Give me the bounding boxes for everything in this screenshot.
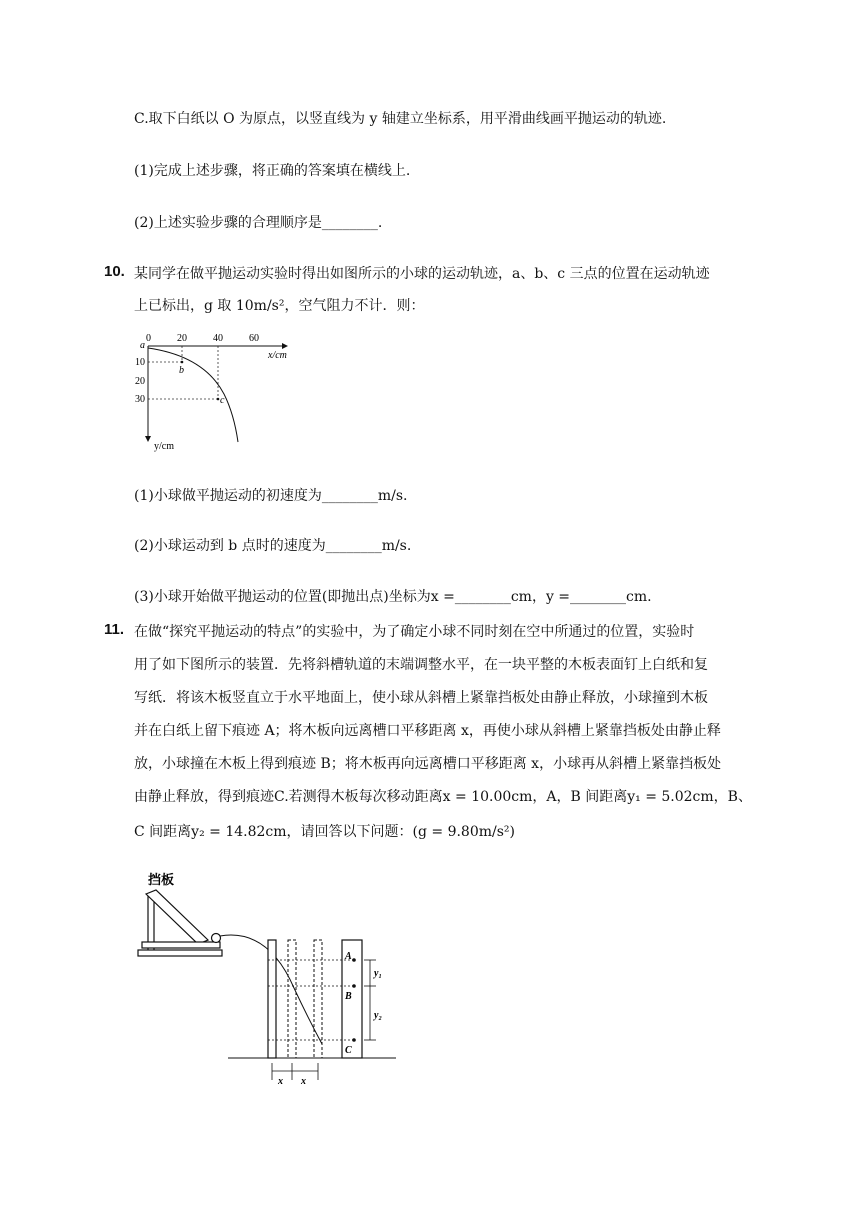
q11-apparatus-figure [128,868,398,1090]
q11-label-A: A [345,951,352,962]
q10-sub1: (1)小球做平抛运动的初速度为________m/s. [134,488,408,504]
q11-label-B: B [345,991,352,1002]
q11-label-y1: y₁ [374,968,382,979]
q10-stem-line2: 上已标出，g 取 10m/s²，空气阻力不计．则： [134,298,425,314]
q10-point-b [181,361,184,364]
q10-x-axis-label: x/cm [268,350,287,361]
q11-line-7: C 间距离y₂ = 14.82cm，请回答以下问题：(g = 9.80m/s²) [134,824,515,840]
q11-mark-B [352,984,356,988]
q11-mark-A [352,958,356,962]
q10-y-tick-20: 20 [135,376,145,387]
q11-incline-chute [146,890,208,944]
q10-label-b: b [179,365,184,376]
q11-line-4: 并在白纸上留下痕迹 A；将木板向远离槽口平移距离 x，再使小球从斜槽上紧靠挡板处由静止释 [134,723,721,739]
q10-point-c [217,398,220,401]
q10-y-axis-label: y/cm [154,441,174,452]
q10-label-c: c [220,395,225,406]
q11-line-6: 由静止释放，得到痕迹C.若测得木板每次移动距离x = 10.00cm，A，B 间距离y₁ = 5.02cm，B、 [134,789,752,805]
q10-label-a: a [140,340,145,351]
q9-sub1: (1)完成上述步骤，将正确的答案填在横线上. [134,163,411,179]
q10-trajectory-figure [134,326,304,456]
q10-x-tick-20: 20 [177,333,187,344]
q11-baffle-label: 挡板 [148,872,175,887]
q10-y-tick-30: 30 [135,394,145,405]
q10-stem-line1: 某同学在做平抛运动实验时得出如图所示的小球的运动轨迹，a、b、c 三点的位置在运动轨迹 [134,266,710,282]
q10-sub2: (2)小球运动到 b 点时的速度为________m/s. [134,538,412,554]
q9-sub2: (2)上述实验步骤的合理顺序是________. [134,215,383,231]
q11-line-3: 写纸．将该木板竖直立于水平地面上，使小球从斜槽上紧靠挡板处由静止释放，小球撞到木板 [134,690,708,706]
q11-label-x-2: x [301,1076,306,1087]
q11-label-y2: y₂ [374,1010,382,1021]
q10-x-axis-arrow [282,343,288,349]
q11-number: 11. [104,621,125,638]
q11-label-C: C [345,1045,352,1056]
q11-stand-base [138,950,222,956]
q11-chute-base [142,942,220,948]
q11-mark-C [352,1038,356,1042]
q11-label-x-1: x [278,1076,283,1087]
q11-line-5: 放，小球撞在木板上得到痕迹 B；将木板再向远离槽口平移距离 x，小球再从斜槽上紧靠挡板处 [134,756,722,772]
q10-y-tick-10: 10 [135,357,145,368]
q9-step-c: C.取下白纸以 O 为原点，以竖直线为 y 轴建立坐标系，用平滑曲线画平抛运动的轨迹. [134,111,667,127]
q11-ball [212,934,221,943]
q10-y-axis-arrow [145,436,151,442]
q10-x-tick-60: 60 [249,333,259,344]
q10-x-tick-40: 40 [213,333,223,344]
q10-number: 10. [104,263,125,280]
q11-line-2: 用了如下图所示的装置．先将斜槽轨道的末端调整水平，在一块平整的木板表面钉上白纸和复 [134,657,708,673]
q11-line-1: 在做“探究平抛运动的特点”的实验中，为了确定小球不同时刻在空中所通过的位置，实验时 [134,624,695,640]
q10-sub3: (3)小球开始做平抛运动的位置(即抛出点)坐标为x =________cm，y =________cm. [134,589,652,605]
q10-x-tick-0: 0 [146,333,151,344]
